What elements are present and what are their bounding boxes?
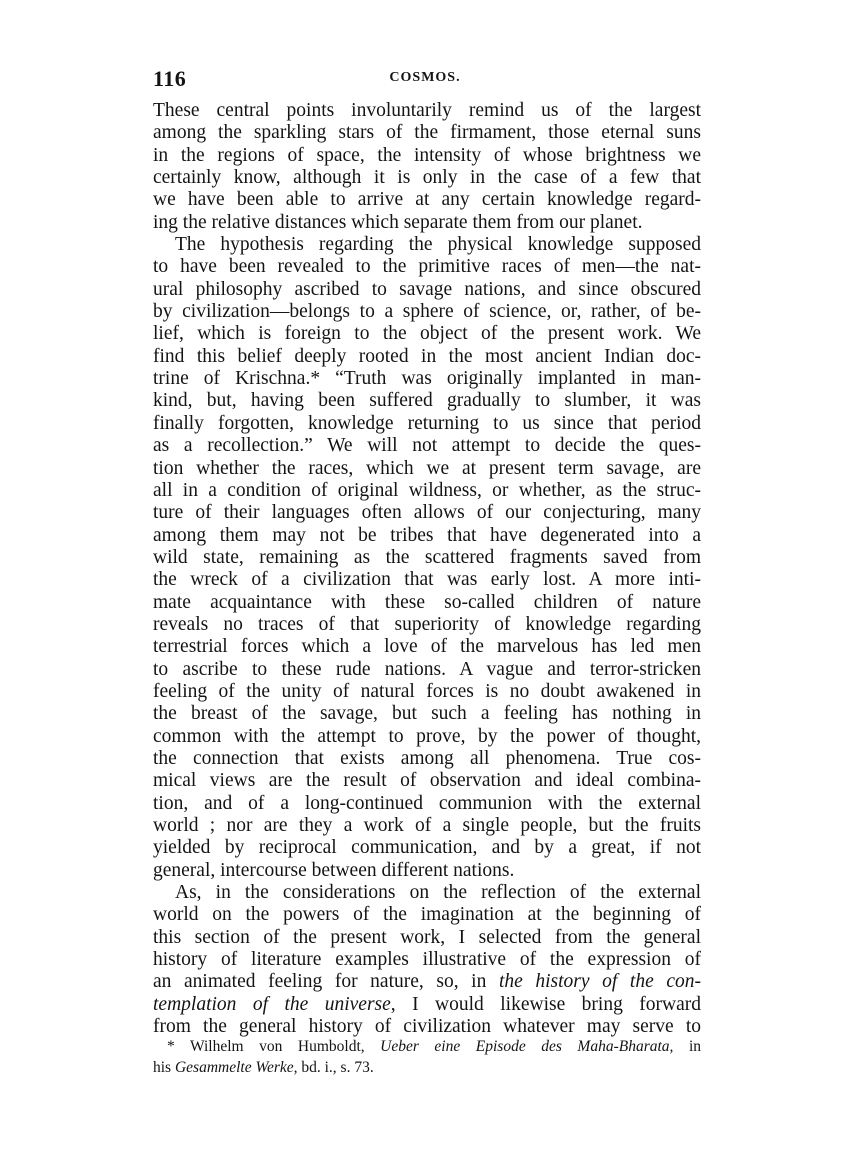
body-text xyxy=(153,100,701,1038)
footnote-text: * Wilhelm von Humboldt, xyxy=(167,1038,381,1055)
page-number: 116 xyxy=(153,66,187,91)
text-line: find this belief deeply rooted in the most ancient Indian doc- xyxy=(153,345,701,367)
footnote-text: in xyxy=(673,1038,702,1055)
text-line: reveals no traces of that superiority of knowledge regarding xyxy=(153,613,701,635)
text-line: terrestrial forces which a love of the marvelous has led men xyxy=(153,636,701,658)
text-segment: an animated feeling for nature, so, in xyxy=(153,971,499,993)
footnote-line xyxy=(153,1057,701,1078)
italic-title-part-2: templation of the universe xyxy=(153,993,391,1015)
footnote xyxy=(153,1036,701,1078)
text-line: world on the powers of the imagination at the beginning of xyxy=(153,904,701,926)
text-line: to ascribe to these rude nations. A vague and terror-stricken xyxy=(153,658,701,680)
text-line: As, in the considerations on the reflection of the external xyxy=(175,882,701,904)
text-line: tion, and of a long-continued communion with the external xyxy=(153,792,701,814)
text-line: by civilization—belongs to a sphere of science, or, rather, of be- xyxy=(153,301,701,323)
text-line: we have been able to arrive at any certain knowledge regard- xyxy=(153,189,701,211)
text-line: lief, which is foreign to the object of the present work. We xyxy=(153,323,701,345)
paragraph-1 xyxy=(153,100,701,234)
running-title: COSMOS. xyxy=(389,70,461,85)
footnote-title: Ueber eine Episode des Maha-Bharata, xyxy=(380,1038,674,1055)
text-line: all in a condition of original wildness, or whether, as the struc- xyxy=(153,479,701,501)
footnote-line xyxy=(153,1036,701,1057)
text-line: history of literature examples illustrative of the expression of xyxy=(153,949,701,971)
text-line: common with the attempt to prove, by the power of thought, xyxy=(153,725,701,747)
footnote-title: Gesammelte Werke, xyxy=(174,1059,298,1076)
text-line: mical views are the result of observation and ideal combina- xyxy=(153,770,701,792)
text-line: These central points involuntarily remind us of the largest xyxy=(153,100,701,121)
footnote-text: bd. i., s. 73. xyxy=(297,1059,374,1076)
text-line: ural philosophy ascribed to savage nations, and since obscured xyxy=(153,278,701,300)
text-line: from the general history of civilization whatever may serve to xyxy=(153,1016,701,1038)
text-line: the connection that exists among all phenomena. True cos- xyxy=(153,747,701,769)
text-line: as a recollection.” We will not attempt to decide the ques- xyxy=(153,435,701,457)
text-line: kind, but, having been suffered gradually to slumber, it was xyxy=(153,390,701,412)
footnote-text: his xyxy=(153,1059,175,1076)
italic-title-part-1: the history of the con- xyxy=(498,971,701,993)
text-line: ture of their languages often allows of our conjecturing, many xyxy=(153,502,701,524)
text-line: wild state, remaining as the scattered fragments saved from xyxy=(153,546,701,568)
text-line: this section of the present work, I selected from the general xyxy=(153,926,701,948)
text-line-mixed xyxy=(153,971,701,993)
text-line: among the sparkling stars of the firmament, those eternal suns xyxy=(153,122,701,144)
paragraph-3 xyxy=(153,882,701,1038)
text-line: mate acquaintance with these so-called children of nature xyxy=(153,591,701,613)
text-line: feeling of the unity of natural forces is no doubt awakened in xyxy=(153,680,701,702)
text-line: yielded by reciprocal communication, and by a great, if not xyxy=(153,837,701,859)
text-line: general, intercourse between different nations. xyxy=(153,859,515,881)
text-line-mixed xyxy=(153,994,701,1016)
text-line: The hypothesis regarding the physical knowledge supposed xyxy=(175,234,701,256)
text-line: tion whether the races, which we at present term savage, are xyxy=(153,457,701,479)
text-line: world ; nor are they a work of a single people, but the fruits xyxy=(153,815,701,836)
text-line: trine of Krischna.* “Truth was originally implanted in man- xyxy=(153,368,701,390)
text-line: among them may not be tribes that have degenerated into a xyxy=(153,524,701,546)
text-line: certainly know, although it is only in the case of a few that xyxy=(153,167,701,189)
paragraph-2 xyxy=(153,234,701,882)
text-line: in the regions of space, the intensity of whose brightness we xyxy=(153,144,701,166)
text-line: the wreck of a civilization that was early lost. A more inti- xyxy=(153,569,701,591)
text-line: to have been revealed to the primitive races of men—the nat- xyxy=(153,256,701,278)
text-line: finally forgotten, knowledge returning to us since that period xyxy=(153,412,701,434)
text-segment: , I would likewise bring forward xyxy=(390,993,701,1015)
text-line: the breast of the savage, but such a feeling has nothing in xyxy=(153,703,701,725)
text-line: ing the relative distances which separate them from our planet. xyxy=(153,211,643,233)
